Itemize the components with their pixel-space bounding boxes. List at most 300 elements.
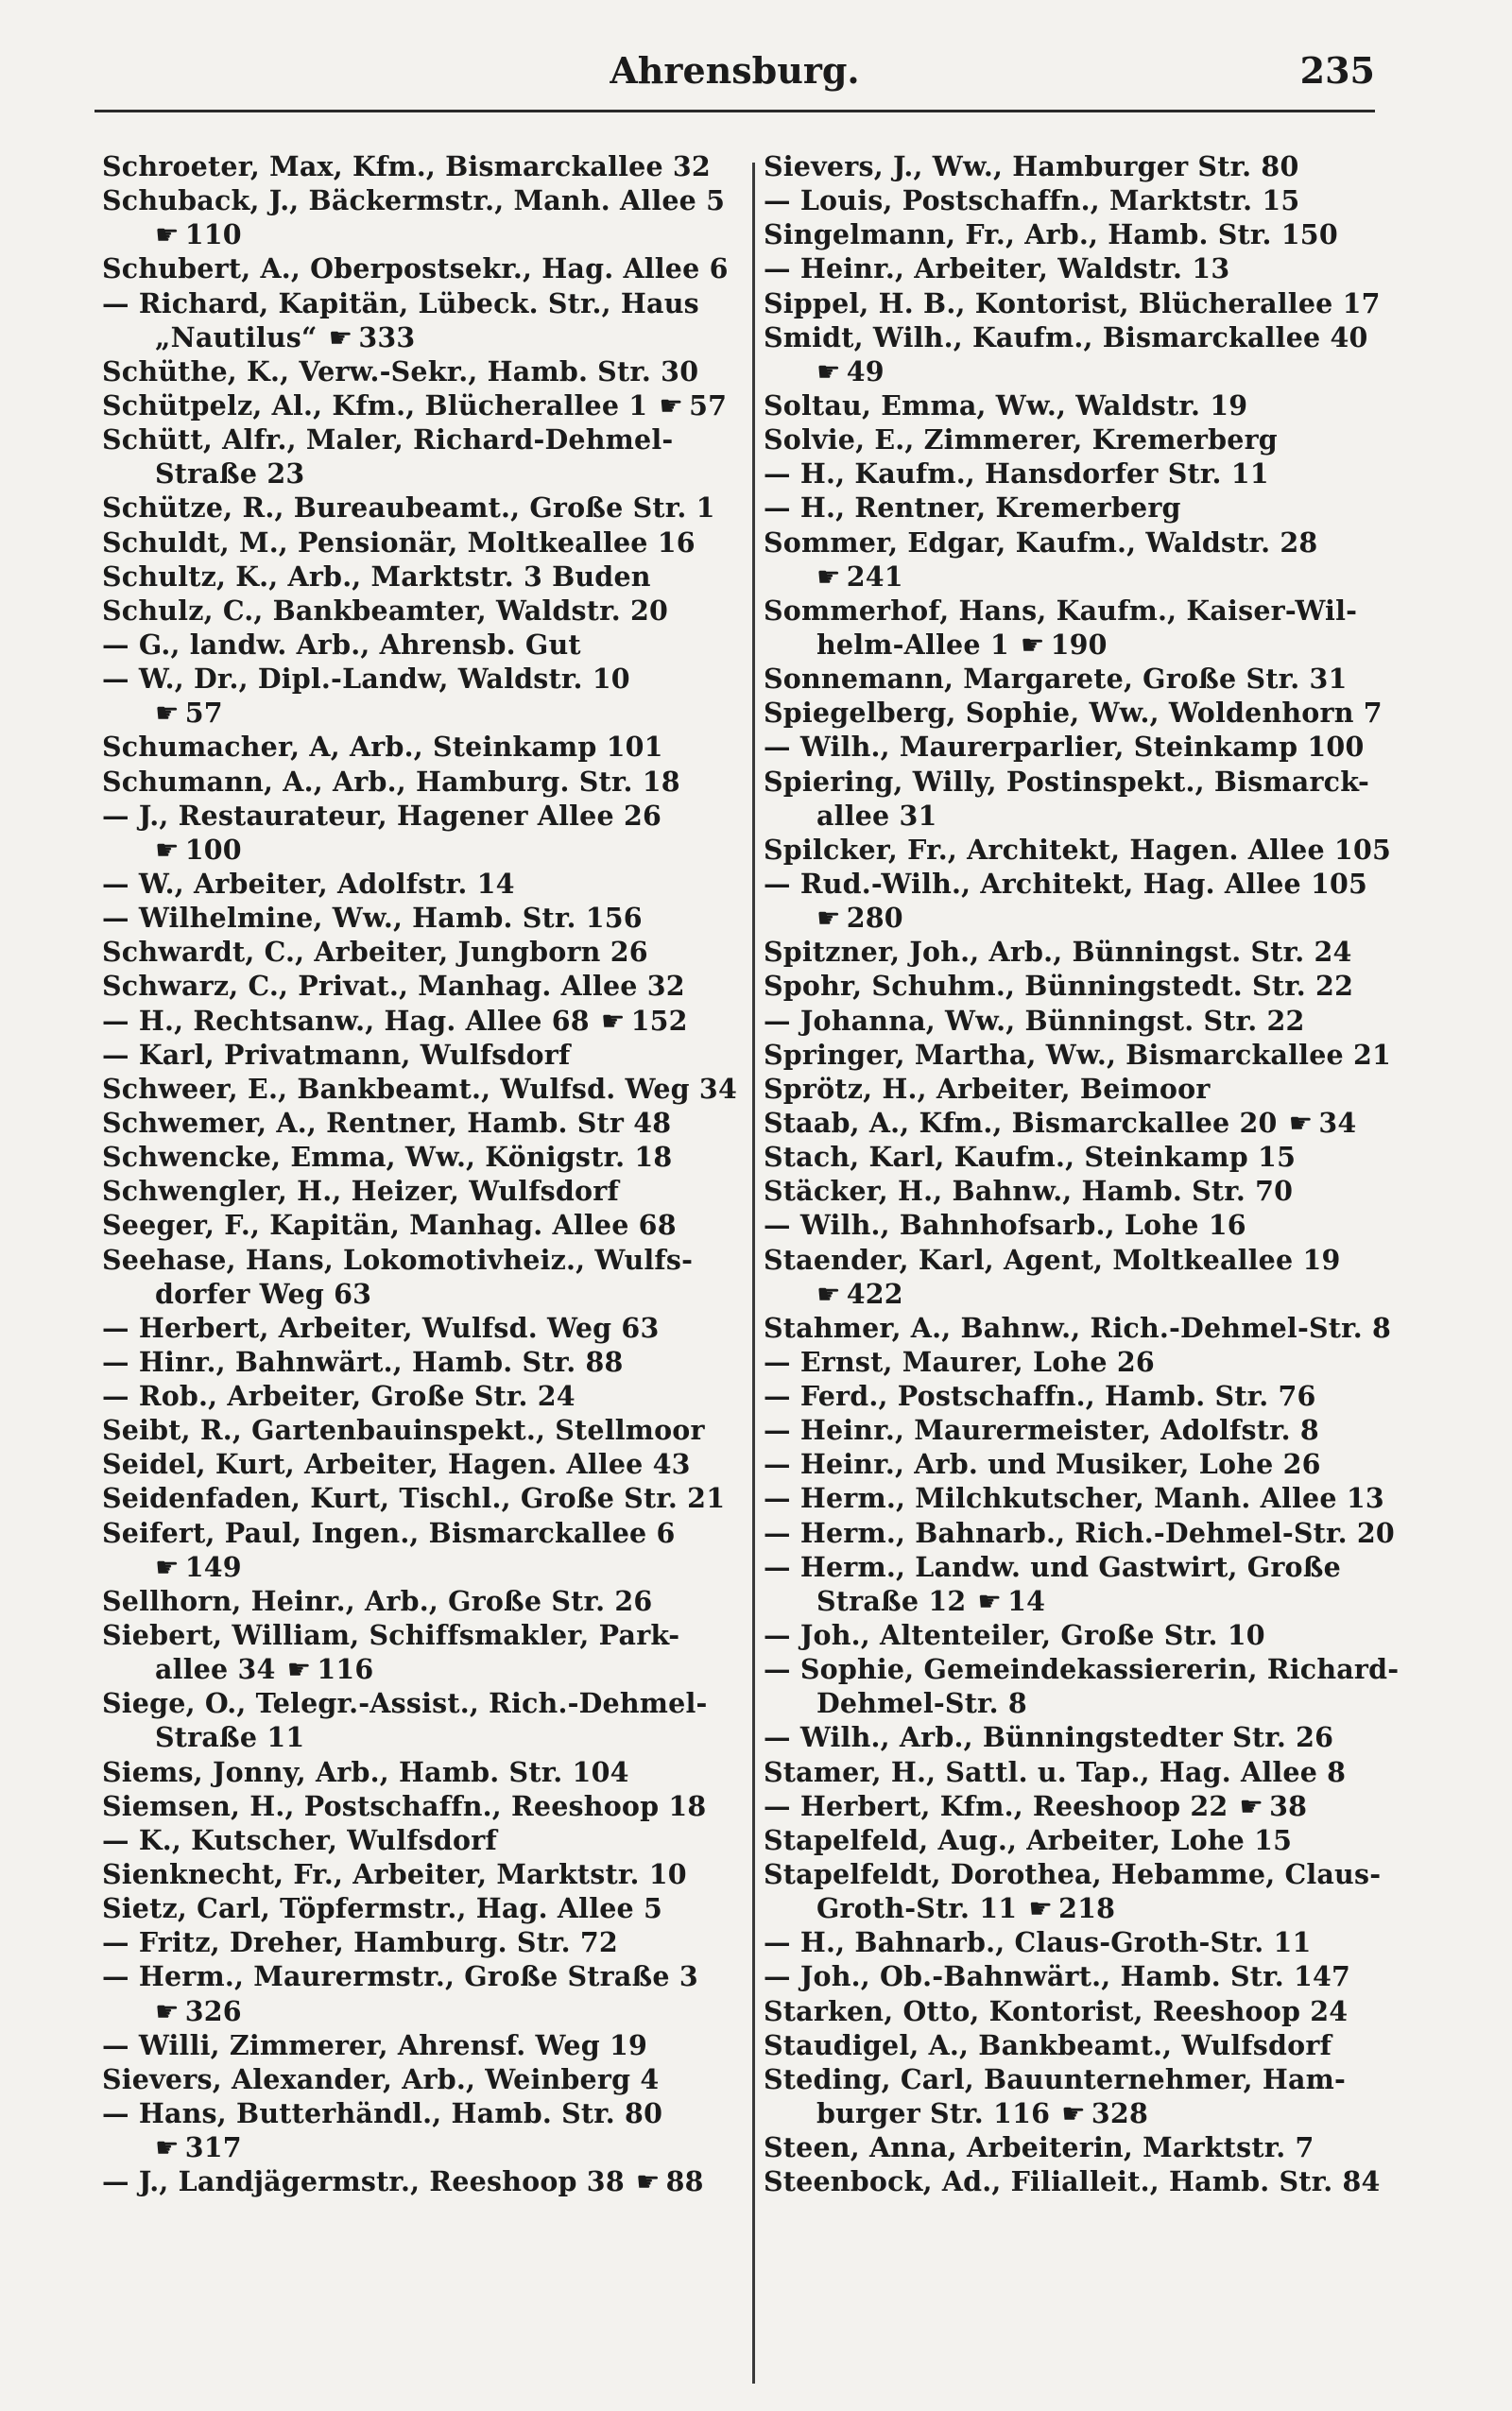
directory-line xyxy=(764,1925,1416,1959)
phone-number-value: 328 xyxy=(1091,2097,1148,2130)
directory-line xyxy=(764,286,1416,320)
directory-line xyxy=(764,388,1416,422)
phone-number xyxy=(977,1584,1045,1618)
directory-line xyxy=(102,594,745,628)
entry-text: Schwarz, C., Privat., Manhag. Allee 32 xyxy=(102,970,685,1003)
entry-text: — Wilh., Arb., Bünningstedter Str. 26 xyxy=(764,1721,1334,1754)
directory-line xyxy=(102,1686,745,1720)
pointing-hand-icon: ☛ xyxy=(816,355,841,387)
directory-line xyxy=(764,1755,1416,1789)
entry-text: Spiering, Willy, Postinspekt., Bismarck- xyxy=(764,765,1370,798)
entry-text: dorfer Weg 63 xyxy=(155,1277,372,1310)
entry-text: Sievers, Alexander, Arb., Weinberg 4 xyxy=(102,2062,660,2095)
entry-text: Sellhorn, Heinr., Arb., Große Str. 26 xyxy=(102,1584,653,1617)
directory-line xyxy=(102,1038,745,1072)
phone-number xyxy=(816,901,903,935)
directory-line xyxy=(764,1072,1416,1106)
directory-line xyxy=(102,320,745,354)
entry-text: allee 34 xyxy=(155,1653,276,1686)
directory-line xyxy=(764,628,1416,662)
directory-line xyxy=(764,730,1416,764)
directory-line xyxy=(764,1277,1416,1311)
directory-line xyxy=(764,1789,1416,1823)
directory-line xyxy=(764,765,1416,799)
directory-line xyxy=(764,1379,1416,1413)
pointing-hand-icon: ☛ xyxy=(155,1551,180,1583)
directory-line xyxy=(102,149,745,183)
directory-line xyxy=(764,969,1416,1003)
directory-line xyxy=(764,1652,1416,1686)
pointing-hand-icon: ☛ xyxy=(816,1278,841,1310)
phone-number-value: 326 xyxy=(184,1994,242,2027)
directory-line xyxy=(102,765,745,799)
entry-text: Staab, A., Kfm., Bismarckallee 20 xyxy=(764,1106,1278,1139)
pointing-hand-icon: ☛ xyxy=(155,697,180,730)
directory-line xyxy=(102,1004,745,1038)
pointing-hand-icon: ☛ xyxy=(816,560,841,593)
running-title: Ahrensburg. xyxy=(610,49,860,92)
entry-text: Stach, Karl, Kaufm., Steinkamp 15 xyxy=(764,1141,1297,1174)
directory-line xyxy=(764,491,1416,525)
entry-text: — Sophie, Gemeindekassiererin, Richard- xyxy=(764,1653,1400,1686)
directory-line xyxy=(102,1208,745,1242)
directory-line xyxy=(102,2062,745,2096)
directory-line xyxy=(102,491,745,525)
directory-line xyxy=(764,696,1416,730)
directory-line xyxy=(764,1311,1416,1345)
directory-line xyxy=(102,388,745,422)
entry-text: Springer, Martha, Ww., Bismarckallee 21 xyxy=(764,1038,1392,1071)
phone-number xyxy=(155,1994,242,2028)
directory-line xyxy=(764,217,1416,251)
phone-number-value: 152 xyxy=(630,1004,688,1037)
entry-text: Stapelfeldt, Dorothea, Hebamme, Claus- xyxy=(764,1858,1382,1891)
pointing-hand-icon: ☛ xyxy=(659,389,684,422)
directory-line xyxy=(102,969,745,1003)
phone-number-value: 110 xyxy=(184,218,242,251)
directory-line xyxy=(102,560,745,594)
entry-text: Seibt, R., Gartenbauinspekt., Stellmoor xyxy=(102,1414,705,1447)
entry-text: — Rud.-Wilh., Architekt, Hag. Allee 105 xyxy=(764,867,1368,900)
entry-text: burger Str. 116 xyxy=(816,2097,1051,2130)
entry-text: Spitzner, Joh., Arb., Bünningst. Str. 24 xyxy=(764,936,1352,969)
entry-text: Schumacher, A, Arb., Steinkamp 101 xyxy=(102,731,663,764)
directory-line xyxy=(102,286,745,320)
directory-line xyxy=(764,183,1416,217)
entry-text: — Wilh., Bahnhofsarb., Lohe 16 xyxy=(764,1209,1246,1242)
entry-text: — Johanna, Ww., Bünningst. Str. 22 xyxy=(764,1004,1305,1037)
directory-line xyxy=(764,354,1416,388)
entry-text: — Herm., Landw. und Gastwirt, Große xyxy=(764,1550,1341,1583)
entry-text: — Willi, Zimmerer, Ahrensf. Weg 19 xyxy=(102,2028,648,2061)
phone-number-value: 149 xyxy=(184,1550,242,1583)
entry-text: Schumann, A., Arb., Hamburg. Str. 18 xyxy=(102,765,680,798)
phone-number xyxy=(155,217,242,251)
entry-text: Sievers, J., Ww., Hamburger Str. 80 xyxy=(764,150,1299,182)
directory-line xyxy=(764,1857,1416,1891)
entry-text: — Joh., Altenteiler, Große Str. 10 xyxy=(764,1619,1265,1652)
column-divider xyxy=(752,163,755,2384)
directory-line xyxy=(764,1413,1416,1447)
phone-number-value: 38 xyxy=(1269,1789,1308,1822)
entry-text: Stäcker, H., Bahnw., Hamb. Str. 70 xyxy=(764,1175,1294,1208)
directory-line xyxy=(102,662,745,696)
entry-text: Stamer, H., Sattl. u. Tap., Hag. Allee 8 xyxy=(764,1755,1347,1788)
directory-line xyxy=(102,525,745,560)
entry-text: Sommer, Edgar, Kaufm., Waldstr. 28 xyxy=(764,525,1318,559)
directory-line xyxy=(102,251,745,285)
header-rule xyxy=(94,110,1375,112)
entry-text: Schuldt, M., Pensionär, Moltkeallee 16 xyxy=(102,525,696,559)
directory-line xyxy=(764,1686,1416,1720)
entry-text: Schuback, J., Bäckermstr., Manh. Allee 5 xyxy=(102,184,726,217)
directory-line xyxy=(764,1106,1416,1140)
entry-text: Schroeter, Max, Kfm., Bismarckallee 32 xyxy=(102,150,711,182)
directory-line xyxy=(764,1345,1416,1379)
entry-text: Straße 11 xyxy=(155,1721,305,1754)
directory-line xyxy=(764,594,1416,628)
directory-line xyxy=(102,1174,745,1208)
entry-text: Sommerhof, Hans, Kaufm., Kaiser-Wil- xyxy=(764,594,1358,627)
directory-line xyxy=(102,422,745,456)
directory-line xyxy=(102,628,745,662)
phone-number xyxy=(1021,628,1108,662)
entry-text: — Heinr., Maurermeister, Adolfstr. 8 xyxy=(764,1414,1319,1447)
directory-line xyxy=(764,1720,1416,1754)
entry-text: — Herm., Milchkutscher, Manh. Allee 13 xyxy=(764,1482,1384,1515)
directory-line xyxy=(102,183,745,217)
directory-line xyxy=(102,1413,745,1447)
phone-number-value: 88 xyxy=(665,2165,704,2198)
phone-number xyxy=(816,560,903,594)
phone-number-value: 34 xyxy=(1318,1106,1357,1139)
directory-line xyxy=(102,2164,745,2198)
phone-number-value: 422 xyxy=(846,1277,903,1310)
entry-text: Schubert, A., Oberpostsekr., Hag. Allee 6 xyxy=(102,252,729,285)
pointing-hand-icon: ☛ xyxy=(155,834,180,866)
entry-text: — K., Kutscher, Wulfsdorf xyxy=(102,1823,497,1856)
directory-line xyxy=(764,2062,1416,2096)
pointing-hand-icon: ☛ xyxy=(1028,1893,1054,1925)
phone-number xyxy=(816,1277,903,1311)
entry-text: Straße 12 xyxy=(816,1584,967,1617)
entry-text: — Richard, Kapitän, Lübeck. Str., Haus xyxy=(102,286,699,319)
entry-text: Schwemer, A., Rentner, Hamb. Str 48 xyxy=(102,1106,672,1139)
entry-text: — Fritz, Dreher, Hamburg. Str. 72 xyxy=(102,1926,618,1959)
pointing-hand-icon: ☛ xyxy=(1020,629,1045,661)
left-column xyxy=(102,149,745,2198)
phone-number xyxy=(1028,1891,1115,1925)
phone-number xyxy=(659,388,727,422)
directory-line xyxy=(764,867,1416,901)
phone-number xyxy=(1289,1106,1357,1140)
directory-line xyxy=(102,1618,745,1652)
directory-line xyxy=(102,833,745,867)
page-header xyxy=(94,49,1375,106)
entry-text: — Heinr., Arb. und Musiker, Lohe 26 xyxy=(764,1448,1321,1481)
entry-text: Seidenfaden, Kurt, Tischl., Große Str. 21 xyxy=(102,1482,726,1515)
directory-line xyxy=(102,456,745,491)
entry-text: Schwengler, H., Heizer, Wulfsdorf xyxy=(102,1175,619,1208)
directory-line xyxy=(102,1857,745,1891)
entry-text: Spohr, Schuhm., Bünningstedt. Str. 22 xyxy=(764,970,1354,1003)
phone-number xyxy=(601,1004,688,1038)
pointing-hand-icon: ☛ xyxy=(328,321,353,353)
directory-line xyxy=(102,1243,745,1277)
directory-line xyxy=(102,1755,745,1789)
entry-text: — Heinr., Arbeiter, Waldstr. 13 xyxy=(764,252,1230,285)
directory-line xyxy=(764,251,1416,285)
phone-number-value: 333 xyxy=(358,320,416,353)
pointing-hand-icon: ☛ xyxy=(1239,1790,1264,1822)
directory-line xyxy=(764,799,1416,833)
entry-text: Straße 23 xyxy=(155,457,305,491)
pointing-hand-icon: ☛ xyxy=(1288,1107,1314,1139)
phone-number xyxy=(816,354,885,388)
directory-line xyxy=(102,1379,745,1413)
entry-text: Dehmel-Str. 8 xyxy=(816,1687,1027,1720)
entry-text: Schultz, K., Arb., Marktstr. 3 Buden xyxy=(102,560,651,593)
directory-line xyxy=(102,1481,745,1515)
entry-text: — H., Bahnarb., Claus-Groth-Str. 11 xyxy=(764,1926,1312,1959)
directory-line xyxy=(764,456,1416,491)
entry-text: helm-Allee 1 xyxy=(816,628,1009,661)
directory-line xyxy=(764,560,1416,594)
directory-line xyxy=(102,1516,745,1550)
entry-text: Steen, Anna, Arbeiterin, Marktstr. 7 xyxy=(764,2131,1314,2164)
phone-number-value: 241 xyxy=(846,560,903,593)
entry-text: Schwardt, C., Arbeiter, Jungborn 26 xyxy=(102,936,648,969)
entry-text: — H., Rechtsanw., Hag. Allee 68 xyxy=(102,1004,590,1037)
entry-text: allee 31 xyxy=(816,799,937,832)
directory-line xyxy=(764,662,1416,696)
entry-text: Steenbock, Ad., Filialleit., Hamb. Str. 84 xyxy=(764,2165,1381,2198)
entry-text: Steding, Carl, Bauunternehmer, Ham- xyxy=(764,2062,1347,2095)
entry-text: — Louis, Postschaffn., Marktstr. 15 xyxy=(764,184,1300,217)
directory-line xyxy=(102,1550,745,1584)
entry-text: Sprötz, H., Arbeiter, Beimoor xyxy=(764,1072,1211,1105)
directory-line xyxy=(764,1618,1416,1652)
directory-line xyxy=(764,1823,1416,1857)
directory-line xyxy=(102,1959,745,1993)
directory-line xyxy=(764,1243,1416,1277)
entry-text: — Ernst, Maurer, Lohe 26 xyxy=(764,1345,1155,1378)
directory-line xyxy=(102,2096,745,2130)
pointing-hand-icon: ☛ xyxy=(155,219,180,251)
entry-text: — G., landw. Arb., Ahrensb. Gut xyxy=(102,628,581,661)
pointing-hand-icon: ☛ xyxy=(286,1654,312,1686)
entry-text: Siebert, William, Schiffsmakler, Park- xyxy=(102,1619,680,1652)
pointing-hand-icon: ☛ xyxy=(600,1005,626,1037)
directory-line xyxy=(764,1994,1416,2028)
directory-line xyxy=(102,1823,745,1857)
phone-number-value: 116 xyxy=(317,1653,374,1686)
directory-line xyxy=(764,901,1416,935)
directory-line xyxy=(764,1550,1416,1584)
entry-text: Spiegelberg, Sophie, Ww., Woldenhorn 7 xyxy=(764,697,1383,730)
phone-number xyxy=(329,320,416,354)
directory-line xyxy=(764,1891,1416,1925)
entry-text: — Wilhelmine, Ww., Hamb. Str. 156 xyxy=(102,902,643,935)
directory-line xyxy=(764,525,1416,560)
directory-line xyxy=(102,730,745,764)
directory-line xyxy=(764,1140,1416,1174)
entry-text: Siemsen, H., Postschaffn., Reeshoop 18 xyxy=(102,1789,707,1822)
phone-number-value: 280 xyxy=(846,902,903,935)
entry-text: Stahmer, A., Bahnw., Rich.-Dehmel-Str. 8 xyxy=(764,1311,1391,1344)
directory-line xyxy=(102,2130,745,2164)
entry-text: Schüthe, K., Verw.-Sekr., Hamb. Str. 30 xyxy=(102,354,699,387)
directory-line xyxy=(102,1720,745,1754)
phone-number-value: 14 xyxy=(1007,1584,1046,1617)
entry-text: — Herm., Maurermstr., Große Straße 3 xyxy=(102,1960,698,1993)
directory-line xyxy=(102,354,745,388)
directory-line xyxy=(102,2028,745,2062)
entry-text: — H., Rentner, Kremerberg xyxy=(764,491,1181,525)
entry-text: Spilcker, Fr., Architekt, Hagen. Allee 105 xyxy=(764,833,1392,866)
directory-line xyxy=(102,217,745,251)
phone-number-value: 317 xyxy=(184,2131,242,2164)
entry-text: — Joh., Ob.-Bahnwärt., Hamb. Str. 147 xyxy=(764,1960,1351,1993)
phone-number xyxy=(155,2130,242,2164)
directory-line xyxy=(764,1516,1416,1550)
directory-line xyxy=(102,1925,745,1959)
directory-line xyxy=(764,1584,1416,1618)
entry-text: — Ferd., Postschaffn., Hamb. Str. 76 xyxy=(764,1380,1316,1413)
directory-line xyxy=(102,1789,745,1823)
entry-text: Schulz, C., Bankbeamter, Waldstr. 20 xyxy=(102,594,669,627)
entry-text: Staudigel, A., Bankbeamt., Wulfsdorf xyxy=(764,2028,1332,2061)
directory-line xyxy=(102,1072,745,1106)
entry-text: — Wilh., Maurerparlier, Steinkamp 100 xyxy=(764,731,1365,764)
directory-line xyxy=(102,1994,745,2028)
directory-line xyxy=(764,2096,1416,2130)
phone-number xyxy=(1061,2096,1148,2130)
entry-text: Seehase, Hans, Lokomotivheiz., Wulfs- xyxy=(102,1243,694,1276)
directory-line xyxy=(764,1481,1416,1515)
phone-number-value: 218 xyxy=(1058,1892,1116,1925)
phone-number xyxy=(1239,1789,1307,1823)
entry-text: Smidt, Wilh., Kaufm., Bismarckallee 40 xyxy=(764,320,1368,353)
phone-number xyxy=(155,833,242,867)
phone-number xyxy=(155,696,223,730)
entry-text: Schütze, R., Bureaubeamt., Große Str. 1 xyxy=(102,491,715,525)
entry-text: — Hinr., Bahnwärt., Hamb. Str. 88 xyxy=(102,1345,624,1378)
directory-line xyxy=(102,1311,745,1345)
pointing-hand-icon: ☛ xyxy=(155,2132,180,2164)
entry-text: — J., Restaurateur, Hagener Allee 26 xyxy=(102,799,662,832)
directory-line xyxy=(764,1959,1416,1993)
entry-text: Schwencke, Emma, Ww., Königstr. 18 xyxy=(102,1141,673,1174)
entry-text: Soltau, Emma, Ww., Waldstr. 19 xyxy=(764,388,1248,422)
right-column xyxy=(764,149,1416,2198)
entry-text: Staender, Karl, Agent, Moltkeallee 19 xyxy=(764,1243,1341,1276)
entry-text: Sietz, Carl, Töpfermstr., Hag. Allee 5 xyxy=(102,1892,663,1925)
entry-text: Seeger, F., Kapitän, Manhag. Allee 68 xyxy=(102,1209,677,1242)
entry-text: Seifert, Paul, Ingen., Bismarckallee 6 xyxy=(102,1516,676,1549)
directory-line xyxy=(102,1106,745,1140)
directory-line xyxy=(102,696,745,730)
directory-line xyxy=(102,1652,745,1686)
entry-text: Schweer, E., Bankbeamt., Wulfsd. Weg 34 xyxy=(102,1072,737,1105)
entry-text: Stapelfeld, Aug., Arbeiter, Lohe 15 xyxy=(764,1823,1293,1856)
entry-text: Solvie, E., Zimmerer, Kremerberg xyxy=(764,423,1278,456)
directory-line xyxy=(102,901,745,935)
entry-text: Starken, Otto, Kontorist, Reeshoop 24 xyxy=(764,1994,1349,2027)
entry-text: „Nautilus“ xyxy=(155,320,318,353)
directory-line xyxy=(764,1447,1416,1481)
entry-text: Seidel, Kurt, Arbeiter, Hagen. Allee 43 xyxy=(102,1448,691,1481)
entry-text: Groth-Str. 11 xyxy=(816,1892,1018,1925)
directory-line xyxy=(764,1174,1416,1208)
directory-line xyxy=(102,1277,745,1311)
directory-line xyxy=(764,320,1416,354)
entry-text: — Hans, Butterhändl., Hamb. Str. 80 xyxy=(102,2097,663,2130)
phone-number-value: 57 xyxy=(184,697,223,730)
entry-text: — Herm., Bahnarb., Rich.-Dehmel-Str. 20 xyxy=(764,1516,1395,1549)
directory-line xyxy=(764,1004,1416,1038)
pointing-hand-icon: ☛ xyxy=(816,903,841,935)
pointing-hand-icon: ☛ xyxy=(1061,2098,1086,2130)
pointing-hand-icon: ☛ xyxy=(155,1995,180,2027)
directory-line xyxy=(102,1140,745,1174)
phone-number xyxy=(287,1652,374,1686)
directory-line xyxy=(102,1447,745,1481)
directory-line xyxy=(764,2130,1416,2164)
entry-text: — Rob., Arbeiter, Große Str. 24 xyxy=(102,1380,576,1413)
directory-line xyxy=(102,935,745,969)
entry-text: Sonnemann, Margarete, Große Str. 31 xyxy=(764,663,1348,696)
pointing-hand-icon: ☛ xyxy=(977,1585,1003,1617)
directory-line xyxy=(764,1208,1416,1242)
directory-line xyxy=(102,799,745,833)
directory-line xyxy=(764,2164,1416,2198)
entry-text: — Herbert, Kfm., Reeshoop 22 xyxy=(764,1789,1228,1822)
entry-text: Siems, Jonny, Arb., Hamb. Str. 104 xyxy=(102,1755,629,1788)
directory-line xyxy=(102,1345,745,1379)
entry-text: — H., Kaufm., Hansdorfer Str. 11 xyxy=(764,457,1269,491)
entry-text: Siege, O., Telegr.-Assist., Rich.-Dehmel- xyxy=(102,1687,708,1720)
directory-line xyxy=(764,149,1416,183)
directory-line xyxy=(102,867,745,901)
entry-text: — W., Arbeiter, Adolfstr. 14 xyxy=(102,867,515,900)
entry-text: — Karl, Privatmann, Wulfsdorf xyxy=(102,1038,571,1071)
directory-line xyxy=(764,2028,1416,2062)
entry-text: Schütt, Alfr., Maler, Richard-Dehmel- xyxy=(102,423,674,456)
entry-text: Singelmann, Fr., Arb., Hamb. Str. 150 xyxy=(764,218,1338,251)
directory-line xyxy=(102,1584,745,1618)
directory-line xyxy=(764,935,1416,969)
phone-number xyxy=(155,1550,242,1584)
entry-text: Sienknecht, Fr., Arbeiter, Marktstr. 10 xyxy=(102,1858,687,1891)
entry-text: — W., Dr., Dipl.-Landw, Waldstr. 10 xyxy=(102,663,630,696)
phone-number-value: 49 xyxy=(846,354,885,387)
entry-text: — J., Landjägermstr., Reeshoop 38 xyxy=(102,2165,625,2198)
entry-text: Schütpelz, Al., Kfm., Blücherallee 1 xyxy=(102,388,648,422)
pointing-hand-icon: ☛ xyxy=(635,2166,661,2198)
directory-line xyxy=(764,1038,1416,1072)
page-number: 235 xyxy=(1299,49,1375,92)
phone-number xyxy=(636,2164,704,2198)
entry-text: — Herbert, Arbeiter, Wulfsd. Weg 63 xyxy=(102,1311,660,1344)
phone-number-value: 100 xyxy=(184,833,242,866)
directory-line xyxy=(764,422,1416,456)
phone-number-value: 190 xyxy=(1050,628,1108,661)
directory-line xyxy=(764,833,1416,867)
phone-number-value: 57 xyxy=(689,388,728,422)
entry-text: Sippel, H. B., Kontorist, Blücherallee 17 xyxy=(764,286,1381,319)
directory-line xyxy=(102,1891,745,1925)
